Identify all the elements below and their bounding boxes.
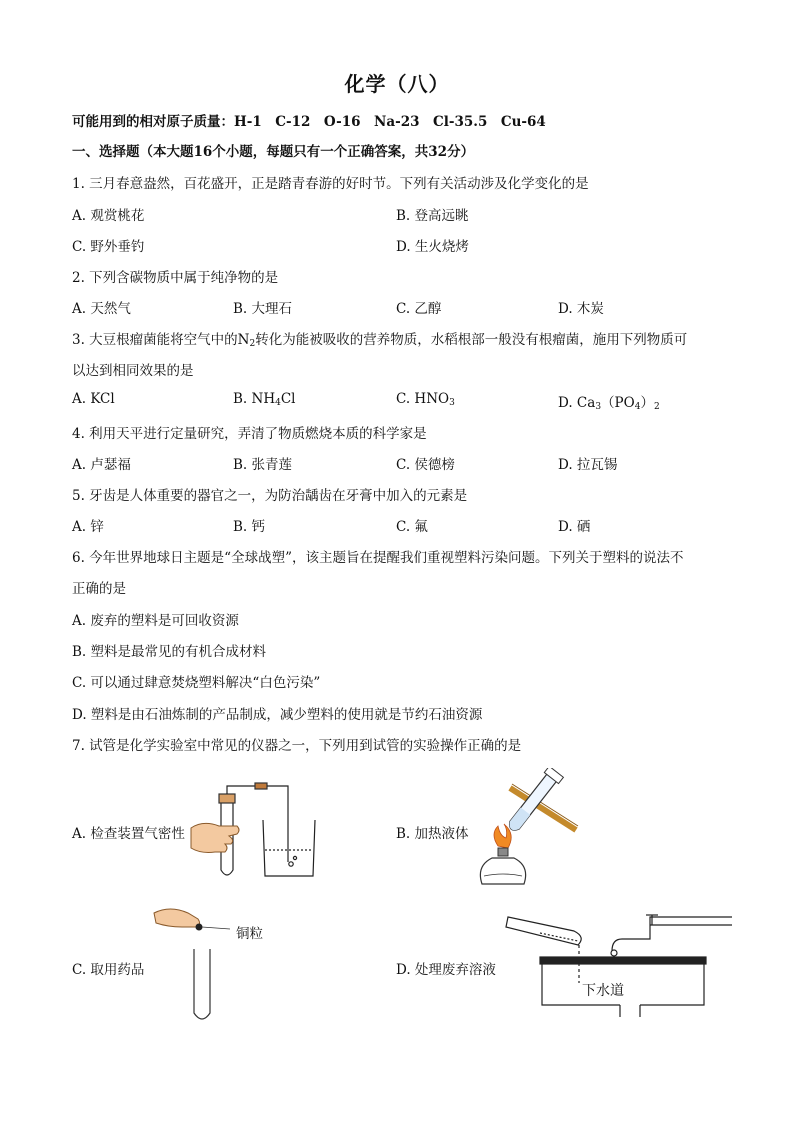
q1-option-b: B. 登高远眺: [396, 208, 469, 224]
q7-option-c: C. 取用药品: [72, 962, 145, 978]
q5-option-d: D. 硒: [558, 519, 591, 535]
q1-option-a: A. 观赏桃花: [72, 208, 145, 224]
q1-option-c: C. 野外垂钓: [72, 239, 145, 255]
q7-option-b: B. 加热液体: [396, 826, 469, 842]
figure-taking-reagent: [150, 905, 250, 1025]
q4-option-d: D. 拉瓦锡: [558, 457, 618, 473]
q5-option-b: B. 钙: [233, 519, 266, 535]
figure-waste-disposal: [500, 905, 736, 1020]
q1-stem: 1. 三月春意盎然，百花盛开，正是踏青春游的好时节。下列有关活动涉及化学变化的是: [72, 176, 589, 192]
q1-option-d: D. 生火烧烤: [396, 239, 469, 255]
copper-grain-label: 铜粒: [236, 926, 263, 942]
q5-option-a: A. 锌: [72, 519, 104, 535]
q3-option-d: D. $Ca_3(PO_4)_2$: [558, 395, 660, 412]
q4-stem: 4. 利用天平进行定量研究，弄清了物质燃烧本质的科学家是: [72, 426, 427, 442]
q6-stem-line2: 正确的是: [72, 581, 126, 597]
q3-option-a: A. KCl: [72, 391, 115, 407]
q4-option-a: A. 卢瑟福: [72, 457, 131, 473]
q2-option-b: B. 大理石: [233, 301, 293, 317]
q6-stem-line1: 6. 今年世界地球日主题是“全球战塑”，该主题旨在提醒我们重视塑料污染问题。下列关于塑料的说法不: [72, 550, 684, 566]
q2-stem: 2. 下列含碳物质中属于纯净物的是: [72, 270, 279, 286]
q5-option-c: C. 氟: [396, 519, 428, 535]
q6-option-c: C. 可以通过肆意焚烧塑料解决“白色污染”: [72, 675, 321, 691]
q3-stem-line1: 3. 大豆根瘤菌能将空气中的$N_2$转化为能被吸收的营养物质，水稻根部一般没有根瘤菌，施用下列物质可: [72, 332, 688, 349]
q6-option-b: B. 塑料是最常见的有机合成材料: [72, 644, 267, 660]
q3-stem-line2: 以达到相同效果的是: [72, 363, 194, 379]
q2-option-a: A. 天然气: [72, 301, 131, 317]
q4-option-b: B. 张青莲: [233, 457, 293, 473]
q7-stem: 7. 试管是化学实验室中常见的仪器之一，下列用到试管的实验操作正确的是: [72, 738, 522, 754]
q5-stem: 5. 牙齿是人体重要的器官之一，为防治龋齿在牙膏中加入的元素是: [72, 488, 468, 504]
q3-option-b: B. $NH_4Cl$: [233, 391, 296, 408]
figure-airtightness-check: [185, 780, 325, 885]
atomic-masses: 可能用到的相对原子质量：H-1 C-12 O-16 Na-23 Cl-35.5 Cu-64: [72, 114, 546, 130]
section-heading: 一、选择题（本大题16个小题，每题只有一个正确答案，共32分）: [72, 144, 475, 160]
q4-option-c: C. 侯德榜: [396, 457, 455, 473]
page-title: 化学（八）: [344, 72, 450, 96]
q6-option-a: A. 废弃的塑料是可回收资源: [72, 613, 239, 629]
q3-option-c: C. $HNO_3$: [396, 391, 455, 408]
q2-option-d: D. 木炭: [558, 301, 604, 317]
q7-option-a: A. 检查装置气密性: [72, 826, 185, 842]
q6-option-d: D. 塑料是由石油炼制的产品制成，减少塑料的使用就是节约石油资源: [72, 707, 483, 723]
drain-label: 下水道: [582, 983, 624, 999]
q2-option-c: C. 乙醇: [396, 301, 442, 317]
figure-heating-liquid: [468, 768, 588, 893]
q7-option-d: D. 处理废弃溶液: [396, 962, 496, 978]
